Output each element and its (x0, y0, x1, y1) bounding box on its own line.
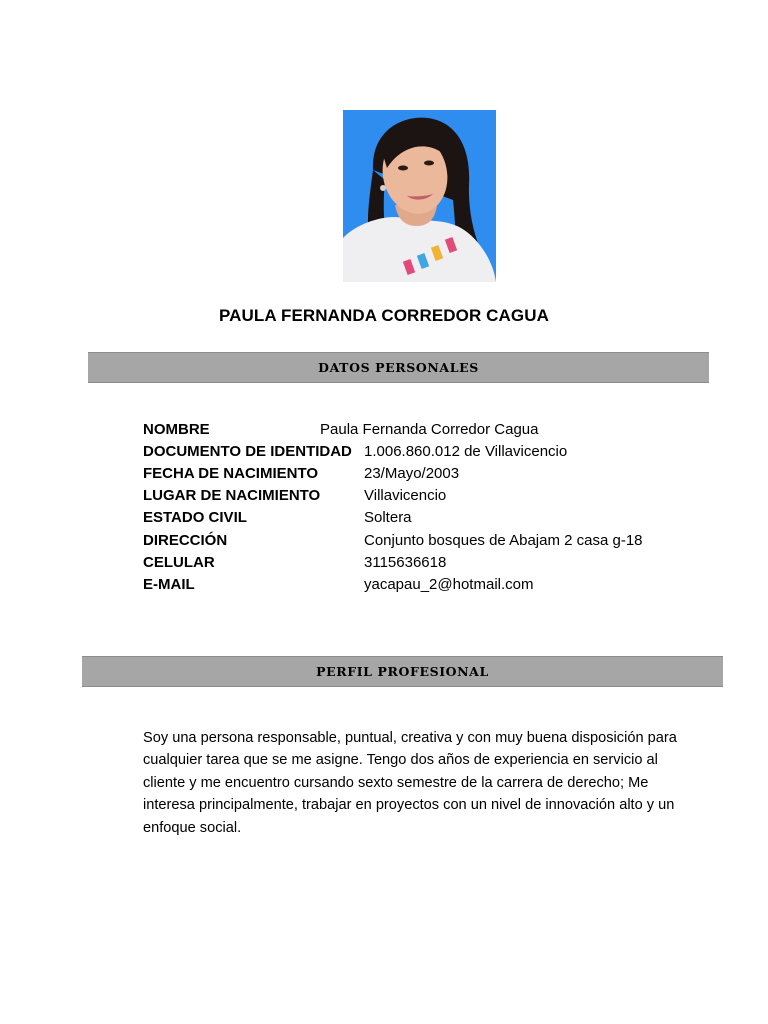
portrait-illustration (343, 110, 496, 282)
info-row-lugar-nacimiento (143, 485, 703, 507)
info-label: CELULAR (143, 553, 215, 571)
info-label: ESTADO CIVIL (143, 509, 247, 527)
info-value: Soltera (364, 509, 412, 527)
section-header-perfil-profesional (82, 656, 723, 687)
section-title: PERFIL PROFESIONAL (316, 664, 489, 679)
info-row-documento (143, 440, 703, 462)
info-row-fecha-nacimiento (143, 462, 703, 484)
info-value: Conjunto bosques de Abajam 2 casa g-18 (364, 531, 643, 549)
section-header-datos-personales (88, 352, 709, 383)
info-value: 23/Mayo/2003 (364, 464, 460, 482)
info-label: E-MAIL (143, 575, 195, 593)
info-value: yacapau_2@hotmail.com (364, 575, 534, 593)
info-label: FECHA DE NACIMIENTO (143, 464, 319, 482)
personal-data-table (143, 418, 703, 596)
info-label: LUGAR DE NACIMIENTO (143, 487, 321, 505)
profile-photo (343, 110, 496, 282)
profile-paragraph: Soy una persona responsable, puntual, creativa y con muy buena disposición para cualquier tarea que se me asigne. Tengo dos años de experiencia en servicio al cliente y me encuentro cursando sexto semestre de la carrera de derecho; Me interesa principalmente, trabajar en proyectos con un nivel de innovación alto y un enfoque social. (143, 730, 677, 836)
full-name-heading: PAULA FERNANDA CORREDOR CAGUA (219, 306, 549, 325)
info-value: Villavicencio (364, 487, 447, 505)
info-row-direccion (143, 529, 703, 551)
info-label: NOMBRE (143, 420, 210, 438)
info-row-celular (143, 551, 703, 573)
info-value: 1.006.860.012 de Villavicencio (364, 442, 568, 460)
info-row-nombre (143, 418, 703, 440)
info-value: 3115636618 (364, 553, 447, 571)
info-row-estado-civil (143, 507, 703, 529)
info-value: Paula Fernanda Corredor Cagua (320, 420, 539, 438)
info-row-email (143, 573, 703, 595)
section-title: DATOS PERSONALES (318, 360, 479, 375)
info-label: DIRECCIÓN (143, 531, 228, 549)
info-label: DOCUMENTO DE IDENTIDAD (143, 442, 352, 460)
